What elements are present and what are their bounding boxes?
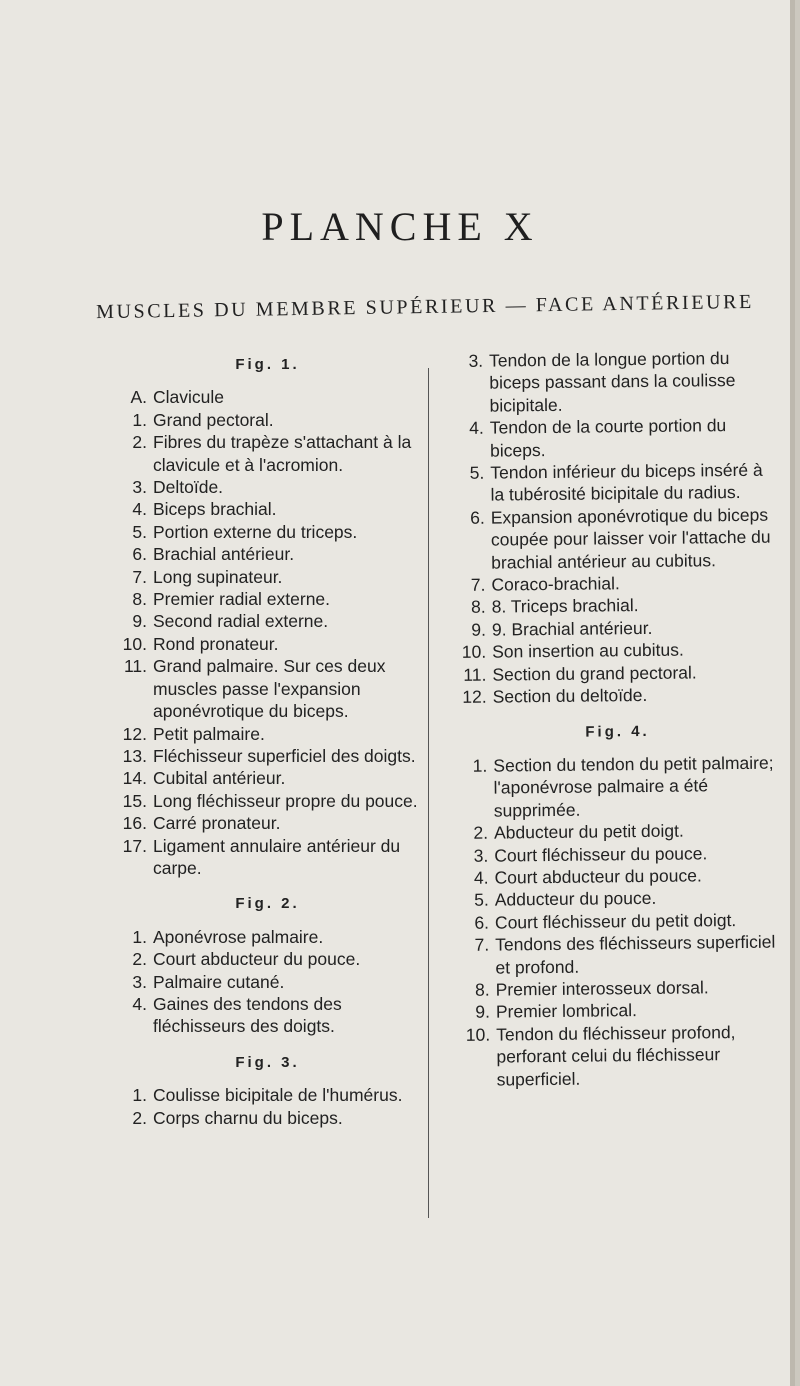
- legend-item-text: Court fléchisseur du pouce.: [494, 842, 708, 866]
- legend-item-number: 7.: [474, 934, 490, 955]
- legend-item-text: Tendon inférieur du biceps inséré à la tubérosité bicipitale du radius.: [490, 459, 763, 506]
- legend-item-text: Fléchisseur superficiel des doigts.: [153, 745, 416, 766]
- legend-item: [115, 971, 420, 993]
- legend-item-number: 2.: [473, 822, 489, 843]
- legend-item-number: 1.: [132, 1085, 147, 1106]
- legend-item: [115, 926, 420, 948]
- fig4-heading: Fig. 4.: [585, 722, 650, 741]
- fig2-list: [115, 926, 420, 1038]
- legend-item-number: 1.: [472, 755, 488, 776]
- legend-item-text: Tendon de la longue portion du biceps passant dans la coulisse bicipitale.: [489, 348, 736, 416]
- legend-item-text: Cubital antérieur.: [153, 768, 286, 789]
- legend-item-number: 11.: [463, 664, 487, 685]
- page-title: PLANCHE X: [261, 204, 539, 249]
- legend-item-text: Court abducteur du pouce.: [494, 865, 702, 888]
- legend-item-number: 3.: [132, 971, 147, 992]
- legend-item-number: 8.: [474, 979, 490, 1000]
- legend-item: [452, 414, 777, 462]
- legend-item-number: 5.: [474, 889, 489, 911]
- legend-item: [115, 745, 420, 767]
- legend-item-text: Fibres du trapèze s'attachant à la clavicule et à l'acromion.: [153, 432, 412, 475]
- legend-item-text: Clavicule: [153, 387, 224, 408]
- left-column: [115, 350, 420, 1129]
- legend-item-text: Deltoïde.: [153, 477, 224, 498]
- legend-item-number: 8.: [132, 589, 147, 610]
- legend-item-text: Abducteur du petit doigt.: [493, 820, 684, 843]
- legend-item-text: Expansion aponévrotique du biceps coupée pour laisser voir l'attache du brachial antérieur au cubitus.: [490, 504, 771, 573]
- legend-item-number: 1.: [132, 409, 147, 430]
- legend-item-text: Court fléchisseur du petit doigt.: [494, 909, 737, 933]
- legend-item-text: Section du deltoïde.: [492, 685, 648, 707]
- legend-item-text: Portion externe du triceps.: [153, 521, 358, 542]
- legend-item-number: 11.: [123, 656, 147, 677]
- legend-item-number: 10.: [461, 641, 487, 663]
- page-subtitle: MUSCLES DU MEMBRE SUPÉRIEUR — FACE ANTÉRIEURE: [95, 290, 755, 324]
- legend-item: [455, 751, 781, 822]
- legend-item-text: Brachial antérieur.: [153, 544, 295, 565]
- legend-item: [115, 409, 420, 431]
- fig4-list: [455, 751, 784, 1090]
- legend-item-number: 4.: [473, 867, 489, 888]
- legend-item: [115, 588, 420, 610]
- legend-item-text: Grand pectoral.: [153, 409, 274, 430]
- legend-item-text: Long fléchisseur propre du pouce.: [153, 790, 418, 811]
- legend-item: [115, 610, 420, 632]
- right-column: [451, 347, 784, 1091]
- legend-item: [115, 566, 420, 588]
- legend-item: [115, 498, 420, 520]
- legend-item: [115, 948, 420, 970]
- legend-item-number: 3.: [132, 477, 147, 498]
- legend-item-number: 12.: [122, 723, 147, 744]
- legend-item: [458, 1020, 784, 1091]
- legend-item-number: 6.: [474, 912, 490, 933]
- legend-item-number: 2.: [132, 949, 147, 970]
- legend-item: [115, 790, 420, 812]
- legend-item: [451, 347, 777, 418]
- legend-item-number: 2.: [132, 1107, 147, 1128]
- legend-item-text: Petit palmaire.: [153, 723, 265, 744]
- legend-item-text: Rond pronateur.: [153, 633, 279, 654]
- legend-item-text: Palmaire cutané.: [153, 971, 285, 992]
- legend-item-number: 5.: [469, 462, 485, 483]
- legend-item-number: 12.: [462, 686, 487, 707]
- legend-item-text: Gaines des tendons des fléchisseurs des doigts.: [153, 993, 342, 1037]
- legend-item-text: Ligament annulaire antérieur du carpe.: [153, 835, 401, 878]
- legend-item-number: 6.: [470, 507, 485, 528]
- legend-item-text: Biceps brachial.: [153, 499, 277, 520]
- legend-item-text: Tendon du fléchisseur profond, perforant celui du fléchisseur superficiel.: [496, 1021, 736, 1090]
- fig3-list: [115, 1084, 420, 1129]
- legend-item-number: 14.: [122, 768, 147, 789]
- legend-item: [115, 633, 420, 655]
- legend-item-number: 16.: [122, 813, 147, 834]
- legend-item-text: Coraco-brachial.: [491, 573, 620, 595]
- legend-item-text: Corps charnu du biceps.: [153, 1107, 343, 1128]
- fig1-heading: Fig. 1.: [235, 356, 300, 373]
- fig1-list: [115, 386, 420, 879]
- legend-item-number: 4.: [132, 499, 147, 520]
- legend-item-text: Tendon de la courte portion du biceps.: [489, 415, 727, 461]
- legend-item-number: 7.: [470, 574, 486, 595]
- legend-item: [452, 459, 777, 507]
- legend-item: [115, 993, 420, 1038]
- legend-item-number: 2.: [132, 432, 147, 453]
- legend-item-text: Carré pronateur.: [153, 813, 281, 834]
- legend-item: [115, 543, 420, 565]
- legend-item: [115, 655, 420, 722]
- legend-item-number: 1.: [132, 926, 147, 947]
- legend-item-number: 4.: [132, 993, 147, 1014]
- legend-item: [115, 521, 420, 543]
- legend-item-number: 10.: [122, 633, 147, 654]
- legend-item-text: Adducteur du pouce.: [494, 888, 657, 910]
- legend-item-text: Aponévrose palmaire.: [153, 926, 324, 947]
- legend-item-text: Coulisse bicipitale de l'humérus.: [153, 1085, 403, 1106]
- legend-item-text: Tendons des fléchisseurs superficiel et profond.: [495, 931, 776, 978]
- legend-item-text: Grand palmaire. Sur ces deux muscles passe l'expansion aponévrotique du biceps.: [153, 656, 386, 722]
- legend-item-text: Second radial externe.: [153, 611, 329, 632]
- legend-item-text: Court abducteur du pouce.: [153, 949, 361, 970]
- legend-item: [115, 835, 420, 880]
- legend-item-number: 9.: [471, 619, 487, 640]
- legend-item-text: 8. Triceps brachial.: [491, 595, 639, 618]
- fig2-heading: Fig. 2.: [235, 895, 300, 913]
- fig3-heading: Fig. 3.: [235, 1053, 300, 1071]
- legend-item-number: 15.: [122, 790, 147, 811]
- legend-item-number: 5.: [132, 521, 147, 542]
- legend-item-number: 13.: [122, 745, 147, 766]
- legend-item: [115, 767, 420, 789]
- legend-item-text: 9. Brachial antérieur.: [491, 617, 653, 640]
- legend-item-text: Long supinateur.: [153, 566, 283, 587]
- legend-item-text: Section du tendon du petit palmaire; l'aponévrose palmaire a été supprimée.: [493, 752, 774, 821]
- legend-item-text: Son insertion au cubitus.: [492, 639, 684, 662]
- page-edge: [790, 0, 795, 1386]
- legend-item: [115, 386, 420, 408]
- legend-item: [115, 1084, 420, 1106]
- legend-item: [115, 431, 420, 476]
- legend-item-number: 10.: [465, 1024, 491, 1045]
- legend-item: [453, 503, 779, 574]
- column-divider: [428, 368, 429, 1218]
- legend-item-number: 7.: [132, 566, 147, 587]
- legend-item-number: 8.: [470, 597, 486, 618]
- legend-item-number: A.: [130, 387, 147, 408]
- legend-item: [457, 931, 782, 979]
- legend-item-number: 9.: [475, 1002, 491, 1023]
- legend-item-number: 4.: [469, 417, 484, 439]
- legend-item-text: Premier radial externe.: [153, 589, 331, 610]
- fig3-continued-list: [451, 347, 780, 709]
- legend-item: [115, 723, 420, 745]
- legend-item-text: Premier interosseux dorsal.: [495, 977, 709, 1000]
- legend-item-number: 9.: [132, 611, 147, 632]
- legend-item-text: Section du grand pectoral.: [492, 662, 697, 685]
- legend-item: [115, 1107, 420, 1129]
- legend-item: [455, 683, 780, 709]
- legend-item-number: 3.: [473, 845, 489, 866]
- legend-item: [115, 476, 420, 498]
- legend-item: [115, 812, 420, 834]
- legend-item-number: 17.: [122, 835, 147, 856]
- legend-item-number: 3.: [468, 350, 484, 371]
- legend-item-text: Premier lombrical.: [495, 1000, 638, 1022]
- legend-item-number: 6.: [132, 544, 147, 565]
